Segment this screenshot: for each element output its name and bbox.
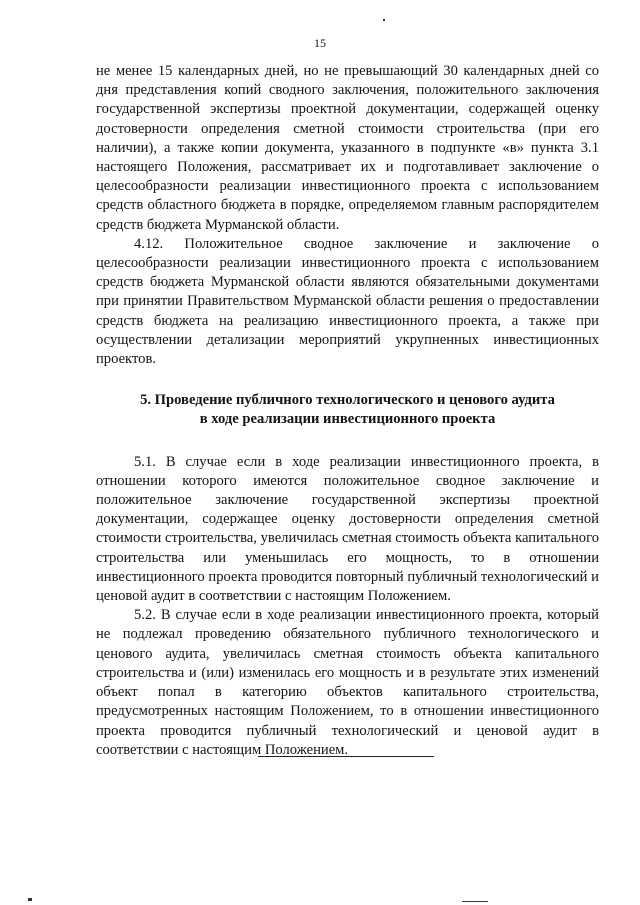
document-body <box>96 62 599 760</box>
page-number: 15 <box>314 36 326 50</box>
section-heading <box>96 391 599 429</box>
section-heading-line-1: 5. Проведение публичного технологического и ценового аудита <box>140 392 555 409</box>
paragraph-4-12: 4.12. Положительное сводное заключение и заключение о целесообразности реализации инвестиционного проекта с использованием средств бюджета Мурманской области являются обязательными документами при принятии Правительством Мурманской области решения о предоставлении средств бюджета на реализацию инвестиционного проекта, а также при осуществлении детализации мероприятий укрупненных инвестиционных проектов. <box>96 235 599 368</box>
paragraph-5-2: 5.2. В случае если в ходе реализации инвестиционного проекта, который не подлежал проведению обязательного публичного технологического и ценового аудита, увеличилась сметная стоимость объекта капитального строительства и (или) изменилась его мощность и в результате этих изменений объект попал в категорию объектов капитального строительства, предусмотренных настоящим Положением, то в отношении инвестиционного проекта проводится публичный технологический и ценовой аудит в соответствии с настоящим Положением. <box>96 607 599 758</box>
scan-mark-bottom-right <box>462 901 488 902</box>
paragraph-5-1: 5.1. В случае если в ходе реализации инвестиционного проекта, в отношении которого имеются положительное сводное заключение и положительное заключение государственной экспертизы проектной документации, содержащее оценку достоверности определения сметной стоимости строительства, увеличилась сметная стоимость объекта капитального строительства или уменьшилась его мощность, то в отношении инвестиционного проекта проводится повторный публичный технологический и ценовой аудит в соответствии с настоящим Положением. <box>96 453 599 605</box>
scan-mark-bottom-left <box>28 898 32 901</box>
section-heading-line-2: в ходе реализации инвестиционного проекта <box>199 411 496 428</box>
scan-mark-top <box>383 19 385 21</box>
paragraph-continuation: не менее 15 календарных дней, но не превышающий 30 календарных дней со дня представления копий сводного заключения, положительного заключения государственной экспертизы проектной документации, содержащей оценку достоверности определения сметной стоимости строительства (при его наличии), а также копии документа, указанного в подпункте «в» пункта 3.1 настоящего Положения, рассматривает их и подготавливает заключение о целесообразности реализации инвестиционного проекта с использованием средств областного бюджета в порядке, определяемом главным распорядителем средств бюджета Мурманской области. <box>96 63 599 233</box>
end-separator-line <box>258 756 434 757</box>
